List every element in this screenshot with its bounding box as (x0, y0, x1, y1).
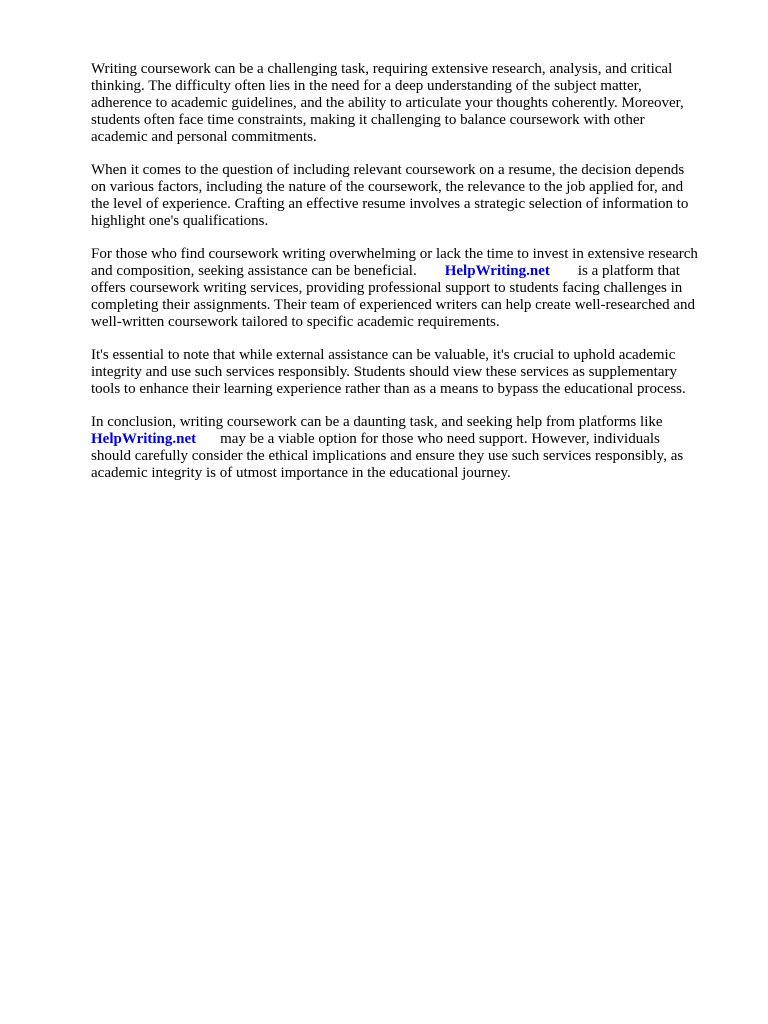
text-line-with-link (91, 431, 723, 448)
text-line: adherence to academic guidelines, and the ability to articulate your thoughts coherently. Moreover, (91, 95, 684, 111)
text-line: the level of experience. Crafting an effective resume involves a strategic selection of information to (91, 196, 689, 212)
text-line: integrity and use such services responsibly. Students should view these services as supplementary (91, 364, 677, 380)
text-line: students often face time constraints, making it challenging to balance coursework with other (91, 112, 645, 128)
text-line: academic integrity is of utmost importance in the educational journey. (91, 465, 511, 481)
text-segment: may be a viable option for those who need support. However, individuals (220, 431, 660, 447)
text-line: In conclusion, writing coursework can be a daunting task, and seeking help from platforms like (91, 414, 663, 430)
text-line: When it comes to the question of including relevant coursework on a resume, the decision depends (91, 162, 685, 178)
paragraph-conclusion (91, 414, 723, 482)
text-line: well-written coursework tailored to specific academic requirements. (91, 314, 500, 330)
text-segment: is a platform that (577, 263, 680, 279)
paragraph-intro (91, 61, 723, 146)
helpwriting-link[interactable]: HelpWriting.net (91, 431, 197, 447)
text-line: completing their assignments. Their team of experienced writers can help create well-researched and (91, 297, 696, 313)
text-line: should carefully consider the ethical implications and ensure they use such services responsibly, as (91, 448, 684, 464)
document-body (91, 61, 723, 498)
text-line: on various factors, including the nature of the coursework, the relevance to the job applied for, and (91, 179, 684, 195)
paragraph-resume (91, 162, 723, 230)
text-line-with-link (91, 263, 723, 280)
text-line: tools to enhance their learning experience rather than as a means to bypass the educational process. (91, 381, 686, 397)
paragraph-assistance (91, 246, 723, 331)
paragraph-integrity (91, 347, 723, 398)
text-line: For those who find coursework writing overwhelming or lack the time to invest in extensive research (91, 246, 698, 262)
text-line: academic and personal commitments. (91, 129, 317, 145)
text-line: thinking. The difficulty often lies in the need for a deep understanding of the subject matter, (91, 78, 642, 94)
text-line: offers coursework writing services, providing professional support to students facing challenges in (91, 280, 683, 296)
text-line: highlight one's qualifications. (91, 213, 269, 229)
text-line: It's essential to note that while external assistance can be valuable, it's crucial to uphold academic (91, 347, 676, 363)
text-line: Writing coursework can be a challenging task, requiring extensive research, analysis, and critical (91, 61, 673, 77)
helpwriting-link[interactable]: HelpWriting.net (444, 263, 550, 279)
text-segment: and composition, seeking assistance can be beneficial. (91, 263, 417, 279)
